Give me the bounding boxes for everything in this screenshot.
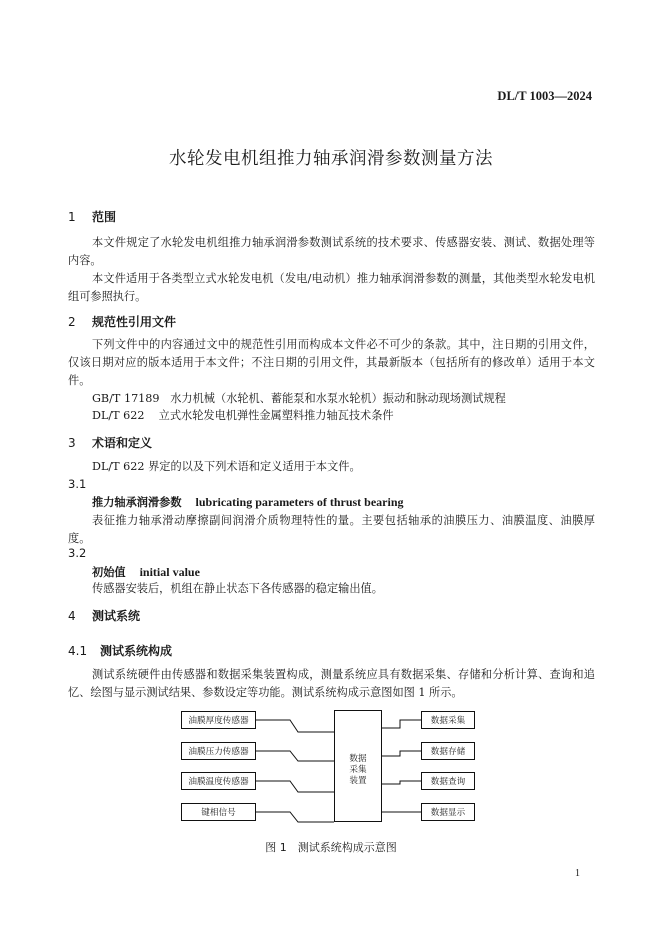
- term-number: 3.1: [68, 477, 87, 491]
- subsection-number: 4.1: [68, 644, 88, 658]
- section-4-heading: [68, 607, 140, 624]
- term-definition: 传感器安装后，机组在静止状态下各传感器的稳定输出值。: [92, 582, 383, 595]
- section-1-paragraph-2: 本文件适用于各类型立式水轮发电机（发电/电动机）推力轴承润滑参数的测量，其他类型水轮发电机组可参照执行。: [68, 272, 595, 303]
- connector-line: [256, 812, 334, 822]
- section-1-paragraph-1: 本文件规定了水轮发电机组推力轴承润滑参数测试系统的技术要求、传感器安装、测试、数据处理等内容。: [68, 236, 595, 267]
- connector-line: [382, 751, 421, 756]
- section-number: 4: [68, 609, 76, 623]
- subsection-4-1-heading: [68, 642, 172, 659]
- center-label-line: 数据: [349, 754, 367, 764]
- data-acquisition-device: [334, 710, 382, 822]
- term-chinese: 推力轴承润滑参数: [92, 495, 182, 509]
- term-chinese: 初始值: [92, 565, 126, 579]
- normative-reference: [92, 390, 506, 408]
- center-label-line: 装置: [349, 776, 367, 786]
- section-title: 术语和定义: [92, 436, 153, 450]
- section-title: 范围: [92, 210, 117, 224]
- term-english: initial value: [139, 565, 200, 579]
- reference-title: 立式水轮发电机弹性金属塑料推力轴瓦技术条件: [158, 409, 394, 422]
- section-number: 2: [68, 315, 76, 329]
- section-1-heading: [68, 208, 116, 225]
- section-2-heading: [68, 313, 176, 330]
- input-oil-film-thickness-sensor: 油膜厚度传感器: [181, 711, 256, 729]
- section-2-paragraph-1: 下列文件中的内容通过文中的规范性引用而构成本文件必不可少的条款。其中，注日期的引用文件，仅该日期对应的版本适用于本文件；不注日期的引用文件，其最新版本（包括所有的修改单）适用于本文件。: [68, 338, 595, 387]
- connector-line: [256, 720, 334, 732]
- section-title: 测试系统: [92, 609, 141, 623]
- reference-title: 水力机械（水轮机、蓄能泵和水泵水轮机）振动和脉动现场测试规程: [170, 392, 506, 405]
- page-number: 1: [575, 868, 580, 879]
- figure-caption: 图 1 测试系统构成示意图: [265, 841, 397, 854]
- output-data-query: 数据查询: [421, 772, 475, 790]
- data-acquisition-device-label: [343, 754, 373, 787]
- connector-line: [382, 720, 421, 728]
- document-title: 水轮发电机组推力轴承润滑参数测量方法: [169, 149, 493, 169]
- section-title: 规范性引用文件: [92, 315, 177, 329]
- section-3-intro: DL/T 622 界定的以及下列术语和定义适用于本文件。: [92, 460, 361, 473]
- document-number: DL/T 1003—2024: [497, 89, 592, 103]
- section-3-heading: [68, 434, 152, 451]
- subsection-4-1-paragraph: 测试系统硬件由传感器和数据采集装置构成，测量系统应具有数据采集、存储和分析计算、查询和追忆、绘图与显示测试结果、参数设定等功能。测试系统构成示意图如图 1 所示。: [68, 668, 595, 699]
- connector-line: [382, 781, 421, 784]
- input-oil-film-pressure-sensor: 油膜压力传感器: [181, 742, 256, 760]
- term-definition: 表征推力轴承滑动摩擦副间润滑介质物理特性的量。主要包括轴承的油膜压力、油膜温度、油膜厚度。: [68, 514, 595, 545]
- reference-code: GB/T 17189: [92, 392, 160, 405]
- connector-line: [256, 751, 334, 761]
- output-data-display: 数据显示: [421, 803, 475, 821]
- section-number: 1: [68, 210, 76, 224]
- input-key-phase-signal: 键相信号: [181, 803, 256, 821]
- term-english: lubricating parameters of thrust bearing: [195, 495, 404, 509]
- output-data-storage: 数据存储: [421, 742, 475, 760]
- input-oil-film-temperature-sensor: 油膜温度传感器: [181, 772, 256, 790]
- reference-code: DL/T 622: [92, 409, 145, 422]
- connector-line: [256, 781, 334, 792]
- center-label-line: 采集: [349, 765, 367, 775]
- output-data-acquisition: 数据采集: [421, 711, 475, 729]
- section-number: 3: [68, 436, 76, 450]
- term-heading: [92, 494, 404, 510]
- term-heading: [92, 564, 200, 580]
- subsection-title: 测试系统构成: [100, 644, 173, 658]
- normative-reference: [92, 407, 394, 425]
- term-number: 3.2: [68, 546, 87, 560]
